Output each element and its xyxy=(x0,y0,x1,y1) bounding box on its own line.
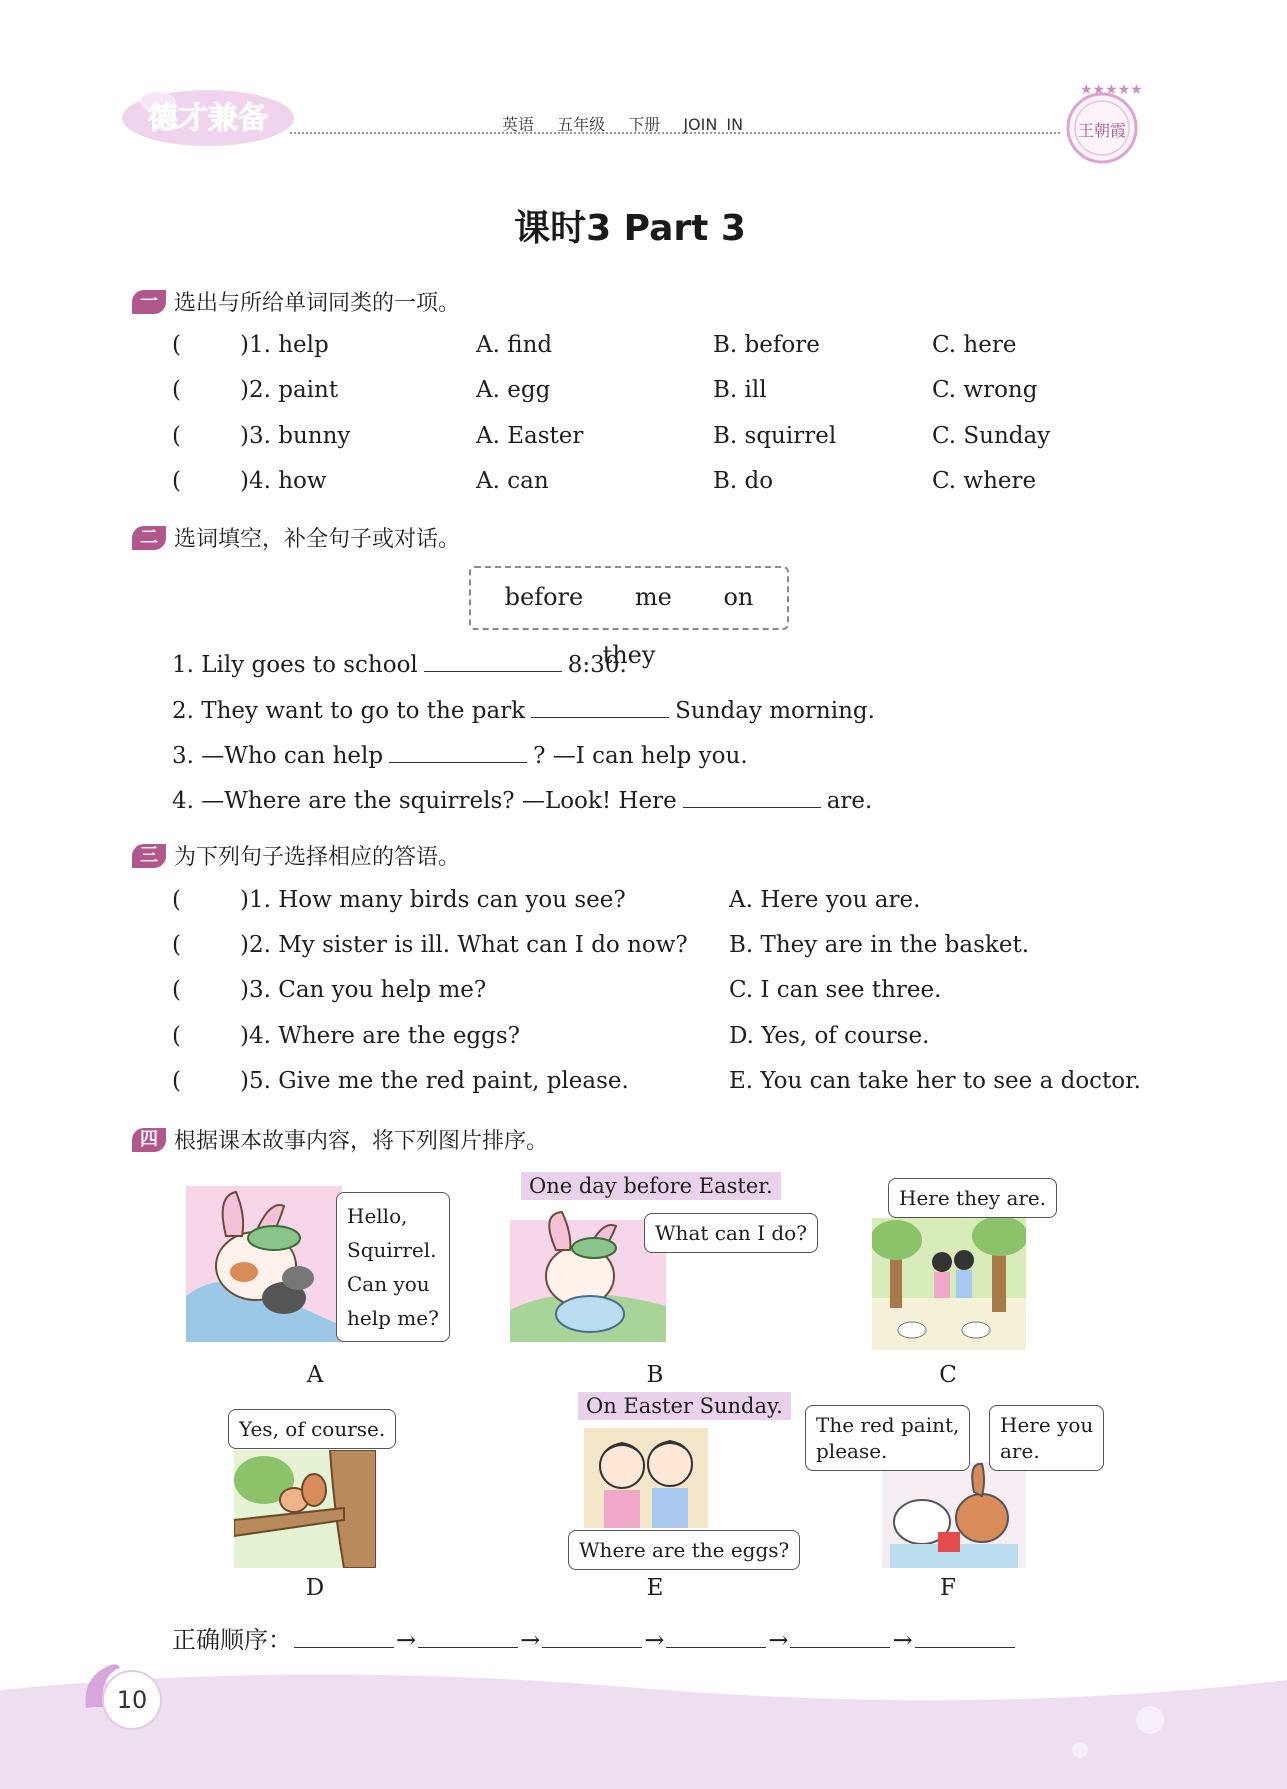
bubble-line: are. xyxy=(1000,1439,1040,1463)
picture-caption: On Easter Sunday. xyxy=(578,1392,791,1420)
arrow: → xyxy=(644,1626,665,1654)
option-a: A. Easter xyxy=(476,423,584,449)
order-blank[interactable] xyxy=(915,1626,1015,1648)
bubble-line: please. xyxy=(816,1439,888,1463)
word-bank-item: me xyxy=(634,583,672,611)
sentence-start: 3. —Who can help xyxy=(172,743,384,769)
question-text: )1. help xyxy=(240,332,329,358)
list-item xyxy=(172,696,875,725)
order-blank[interactable] xyxy=(790,1626,890,1648)
question-text: )3. bunny xyxy=(240,423,351,449)
arrow: → xyxy=(396,1626,417,1654)
header-subject: 英语 xyxy=(502,115,535,134)
question-text: )2. My sister is ill. What can I do now? xyxy=(240,932,688,958)
header-divider xyxy=(290,132,1060,134)
fill-blank[interactable] xyxy=(424,650,562,672)
section1-heading xyxy=(132,286,460,317)
order-blank[interactable] xyxy=(294,1626,394,1648)
option-a: A. find xyxy=(476,332,553,358)
list-item xyxy=(172,786,872,815)
order-blank[interactable] xyxy=(542,1626,642,1648)
bubble-line: The red paint, xyxy=(816,1413,960,1437)
stamp-text: 王朝霞 xyxy=(1077,121,1127,140)
page-number: 10 xyxy=(102,1670,162,1730)
question-text: )4. Where are the eggs? xyxy=(240,1023,521,1049)
section4-heading xyxy=(132,1124,548,1155)
word-bank-item: before xyxy=(504,583,584,611)
order-blank[interactable] xyxy=(418,1626,518,1648)
answer-option: C. I can see three. xyxy=(729,977,942,1003)
section1-badge: 一 xyxy=(132,290,166,314)
fill-blank[interactable] xyxy=(683,786,821,808)
section3-heading-text: 为下列句子选择相应的答语。 xyxy=(174,845,461,870)
picture-label-d: D xyxy=(305,1575,325,1601)
arrow: → xyxy=(892,1626,913,1654)
option-c: C. where xyxy=(932,468,1037,494)
order-blank[interactable] xyxy=(666,1626,766,1648)
sentence-end: Sunday morning. xyxy=(675,698,875,724)
arrow: → xyxy=(768,1626,789,1654)
question-text: )5. Give me the red paint, please. xyxy=(240,1068,629,1094)
header-edition: JOIN IN xyxy=(683,115,744,134)
header-grade: 五年级 xyxy=(557,115,606,134)
word-bank-item: they xyxy=(602,641,656,669)
children-easter-illustration xyxy=(584,1428,708,1528)
section3-badge: 三 xyxy=(132,844,166,868)
picture-label-c: C xyxy=(939,1362,957,1388)
section2-heading xyxy=(132,522,460,553)
picture-caption: One day before Easter. xyxy=(521,1172,781,1200)
word-bank-item: on xyxy=(723,583,754,611)
speech-bubble: Where are the eggs? xyxy=(568,1530,800,1570)
speech-bubble: What can I do? xyxy=(644,1213,818,1253)
section1-heading-text: 选出与所给单词同类的一项。 xyxy=(174,291,461,316)
section4-heading-text: 根据课本故事内容，将下列图片排序。 xyxy=(174,1129,549,1154)
answer-option: E. You can take her to see a doctor. xyxy=(729,1068,1141,1094)
bubble-line: Here you xyxy=(1000,1413,1094,1437)
section2-badge: 二 xyxy=(132,526,166,550)
list-item xyxy=(172,650,627,679)
bunny-thinking-illustration xyxy=(510,1210,666,1342)
section2-heading-text: 选词填空，补全句子或对话。 xyxy=(174,527,461,552)
list-item xyxy=(172,741,748,770)
header-volume: 下册 xyxy=(628,115,661,134)
sentence-end: ? —I can help you. xyxy=(533,743,748,769)
speech-bubble xyxy=(805,1405,970,1471)
answer-option: D. Yes, of course. xyxy=(729,1023,930,1049)
answer-paren[interactable]: ( xyxy=(172,887,181,913)
sentence-start: 1. Lily goes to school xyxy=(172,652,418,678)
answer-paren[interactable]: ( xyxy=(172,468,181,494)
speech-bubble xyxy=(336,1192,450,1342)
option-c: C. here xyxy=(932,332,1017,358)
picture-label-a: A xyxy=(306,1362,324,1388)
option-b: B. ill xyxy=(713,377,767,403)
question-text: )3. Can you help me? xyxy=(240,977,487,1003)
squirrel-tree-illustration xyxy=(234,1450,376,1568)
page-title: 课时3 Part 3 xyxy=(514,208,746,249)
sentence-end: are. xyxy=(826,788,873,814)
option-b: B. before xyxy=(713,332,820,358)
picture-label-f: F xyxy=(940,1575,956,1601)
order-answer-line xyxy=(172,1620,1017,1655)
stamp-logo xyxy=(1060,78,1144,168)
bubble-line: help me? xyxy=(347,1306,439,1330)
section3-heading xyxy=(132,840,460,871)
option-a: A. can xyxy=(476,468,549,494)
svg-text:★★★★★: ★★★★★ xyxy=(1080,82,1143,98)
answer-paren[interactable]: ( xyxy=(172,1023,181,1049)
answer-option: B. They are in the basket. xyxy=(729,932,1030,958)
option-b: B. do xyxy=(713,468,774,494)
bunny-sick-illustration xyxy=(186,1186,342,1342)
speech-bubble xyxy=(989,1405,1104,1471)
bubble-line: Squirrel. xyxy=(347,1238,437,1262)
bubble-line: Hello, xyxy=(347,1204,408,1228)
brand-logo xyxy=(118,80,298,150)
speech-bubble: Yes, of course. xyxy=(228,1409,396,1449)
fill-blank[interactable] xyxy=(531,696,669,718)
sentence-end: 8:30. xyxy=(567,652,627,678)
option-c: C. wrong xyxy=(932,377,1038,403)
forest-eggs-illustration xyxy=(872,1218,1026,1350)
answer-paren[interactable]: ( xyxy=(172,977,181,1003)
answer-paren[interactable]: ( xyxy=(172,332,181,358)
bubble-line: Can you xyxy=(347,1272,430,1296)
answer-paren[interactable]: ( xyxy=(172,1068,181,1094)
sentence-start: 2. They want to go to the park xyxy=(172,698,526,724)
option-b: B. squirrel xyxy=(713,423,837,449)
bunnies-paint-illustration xyxy=(882,1462,1026,1568)
fill-blank[interactable] xyxy=(389,741,527,763)
answer-paren[interactable]: ( xyxy=(172,377,181,403)
question-text: )4. how xyxy=(240,468,327,494)
brand-logo-text: 德才兼备 xyxy=(148,101,268,136)
order-label: 正确顺序： xyxy=(172,1626,292,1654)
arrow: → xyxy=(520,1626,541,1654)
option-c: C. Sunday xyxy=(932,423,1051,449)
option-a: A. egg xyxy=(476,377,551,403)
sentence-start: 4. —Where are the squirrels? —Look! Here xyxy=(172,788,677,814)
answer-paren[interactable]: ( xyxy=(172,932,181,958)
answer-option: A. Here you are. xyxy=(729,887,921,913)
question-text: )2. paint xyxy=(240,377,339,403)
section4-badge: 四 xyxy=(132,1128,166,1152)
footer-wave xyxy=(0,1660,1287,1789)
answer-paren[interactable]: ( xyxy=(172,423,181,449)
speech-bubble: Here they are. xyxy=(888,1178,1057,1218)
question-text: )1. How many birds can you see? xyxy=(240,887,626,913)
picture-label-b: B xyxy=(646,1362,664,1388)
picture-label-e: E xyxy=(646,1575,664,1601)
